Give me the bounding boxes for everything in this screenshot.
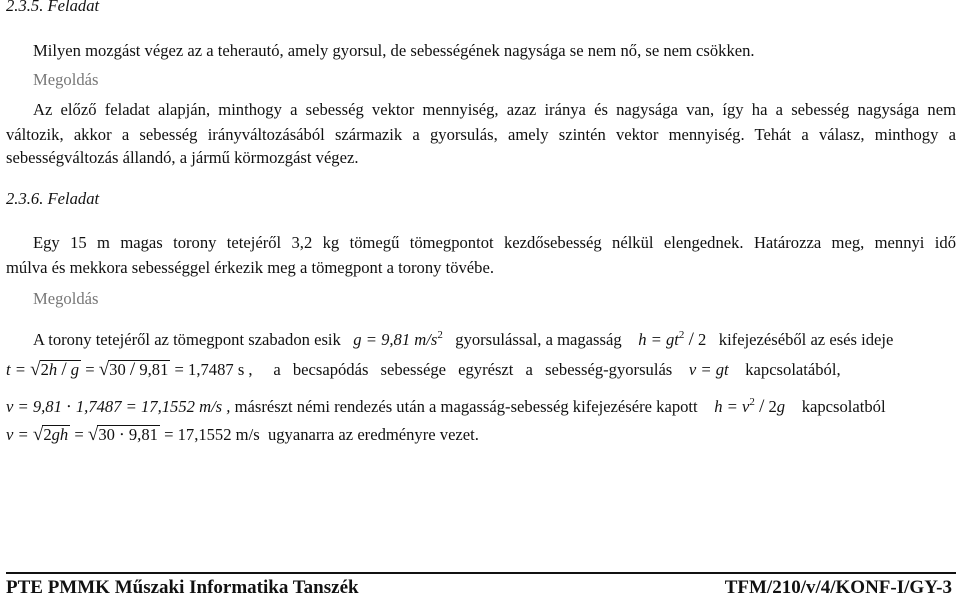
sqrt-symbol-1: √ — [30, 359, 41, 380]
sol4-value: = 17,1552 m/s — [164, 425, 260, 444]
sol1-text-a: A torony tetejéről az tömegpont szabadon esik — [33, 330, 341, 349]
sol1-exp: 2 — [437, 329, 443, 341]
answer-1-line-3: sebességváltozás állandó, a jármű körmozgást végez. — [6, 148, 359, 167]
solution-2-line-4: v = √2gh = √30 ⋅ 9,81 = 17,1552 m/s ugyanarra az eredményre vezet. — [6, 424, 479, 445]
sqrt-2h-over-g: 2h / g — [40, 359, 80, 380]
sol1-h-exp: 2 — [678, 329, 685, 341]
sqrt-2gh: 2gh — [43, 425, 69, 444]
sol2-v-formula: v = gt — [688, 360, 729, 379]
solution-2-line-1 — [33, 325, 956, 350]
sol2-text: a becsapódás sebessége egyrészt a sebesség-gyorsulás — [273, 360, 673, 379]
footer-rule — [6, 572, 956, 574]
sol1-g-formula: g = 9,81 m/s — [353, 330, 438, 349]
sol4-v: v = — [6, 425, 29, 444]
question-1: Milyen mozgást végez az a teherautó, amely gyorsul, de sebességének nagysága se nem nő, se nem csökken. — [33, 41, 755, 60]
sol1-text-b: gyorsulással, a magasság — [455, 330, 622, 349]
sol1-slash: / — [688, 329, 694, 350]
answer-1-line-2: változik, akkor a sebesség irányváltozásából származik a gyorsulás, amely szintén vektor mennyiség. Tehát a válasz, minthogy a — [6, 125, 956, 144]
solution-2-line-3: v = 9,81 ⋅ 1,7487 = 17,1552 m/s , másrészt némi rendezés után a magasság-sebesség kifejezésére kapott $h = v^2 / 2g$ kapcsolatból — [6, 396, 886, 417]
sol1-text-c: kifejezéséből az esés ideje — [718, 330, 894, 349]
solution-label-1: Megoldás — [33, 70, 99, 89]
sol4-text: ugyanarra az eredményre vezet. — [267, 425, 479, 444]
sol2-t: t = — [6, 360, 26, 379]
sqrt-30-over-981: 30 / 9,81 — [109, 359, 169, 380]
sol3-h-formula: h = v — [714, 397, 750, 416]
section-1-heading: 2.3.5. Feladat — [6, 0, 100, 15]
sol3-text: másrészt némi rendezés után a magasság-sebesség kifejezésére kapott — [234, 397, 698, 416]
sqrt-30-times-981: 30 ⋅ 9,81 — [98, 425, 158, 444]
sol3-exp: 2 — [749, 396, 755, 408]
sol3-slash: / — [759, 396, 765, 417]
sol3-v-formula: v = 9,81 ⋅ 1,7487 = 17,1552 m/s , — [6, 397, 231, 416]
sqrt-symbol-3: √ — [32, 424, 44, 445]
footer-left: PTE PMMK Műszaki Informatika Tanszék — [6, 577, 359, 598]
sqrt-symbol-4: √ — [87, 424, 99, 445]
solution-label-2: Megoldás — [33, 289, 99, 308]
answer-1-line-1: Az előző feladat alapján, minthogy a sebesség vektor mennyiség, azaz iránya és nagysága van, így ha a sebesség nagysága nem — [33, 100, 956, 119]
sqrt-symbol-2: √ — [98, 359, 110, 380]
sol1-h-formula: h = gt — [638, 330, 679, 349]
section-2-heading: 2.3.6. Feladat — [6, 189, 100, 208]
sol2-end: kapcsolatából, — [745, 360, 841, 379]
solution-2-line-2: t = √2h / g = √30 / 9,81 = 1,7487 s , a becsapódás sebessége egyrészt a sebesség-gyorsulás v = gt kapcsolatából, — [6, 359, 841, 380]
sol3-end: kapcsolatból — [801, 397, 886, 416]
question-2-line-1: Egy 15 m magas torony tetejéről 3,2 kg tömegű tömegpontot kezdősebesség nélkül elengednek. Határozza meg, mennyi idő — [33, 233, 956, 252]
footer-right: TFM/210/v/4/KONF-I/GY-3 — [724, 577, 952, 598]
question-2-line-2: múlva és mekkora sebességgel érkezik meg a tömegpont a torony tövébe. — [6, 258, 494, 277]
sol1-two: 2 — [698, 330, 707, 349]
sol2-value: = 1,7487 s , — [174, 360, 253, 379]
